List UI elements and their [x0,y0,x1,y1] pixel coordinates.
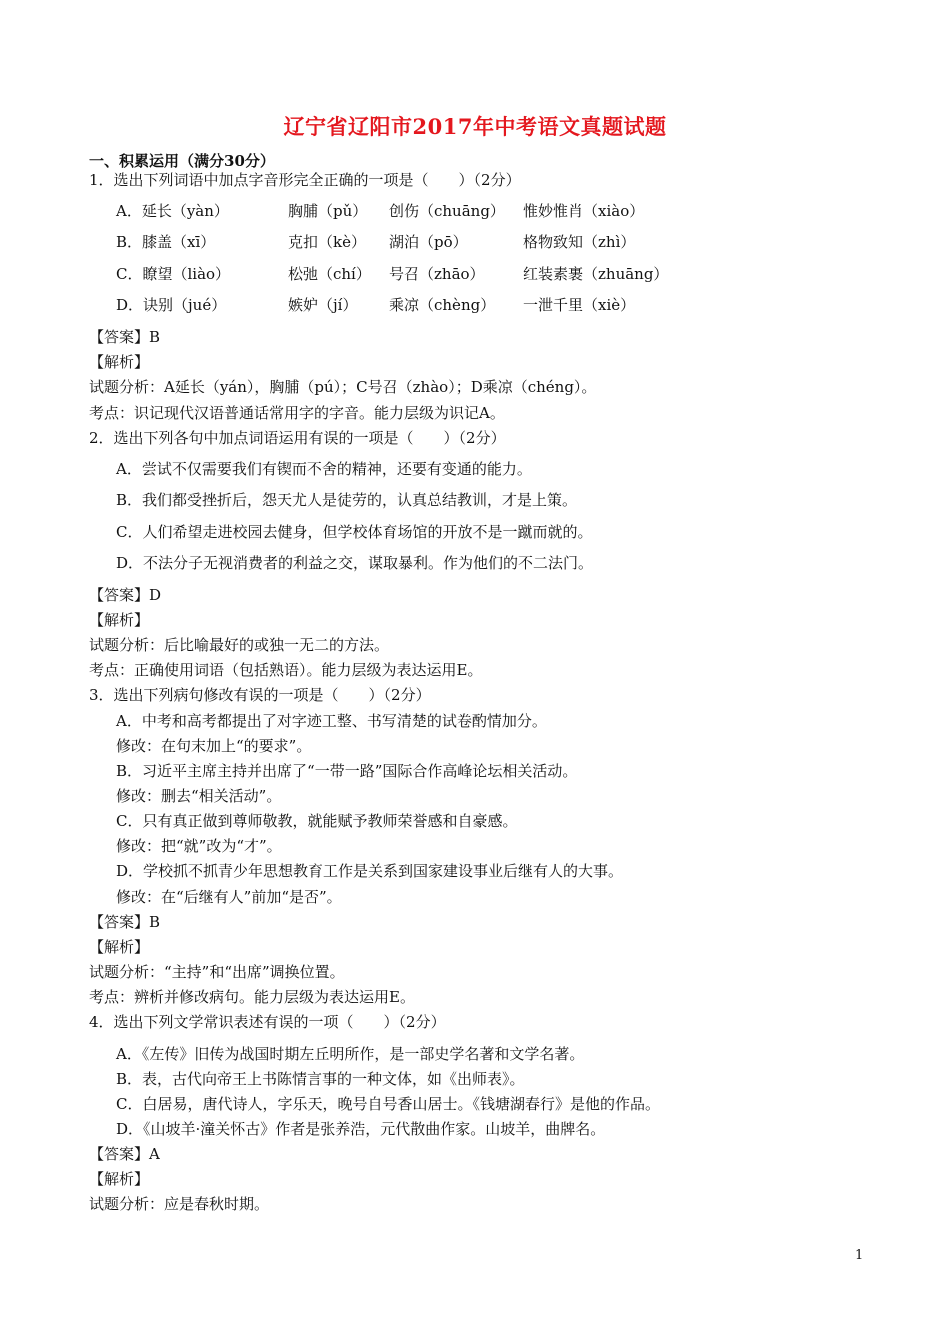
q1-option-d-2: 嫉妒（jí） [288,296,358,314]
q1-option-d-3: 乘凉（chèng） [389,296,496,314]
q3-line-3: B．习近平主席主持并出席了“一带一路”国际合作高峰论坛相关活动。 [116,762,578,780]
q1-option-b-4: 格物致知（zhì） [523,233,636,251]
q1-analysis-label: 【解析】 [89,353,150,371]
q2-option-c: C．人们希望走进校园去健身，但学校体育场馆的开放不是一蹴而就的。 [116,523,593,541]
q1-point: 考点：识记现代汉语普通话常用字的字音。能力层级为识记A。 [89,404,505,422]
q4-option-b: B．表，古代向帝王上书陈情言事的一种文体，如《出师表》。 [116,1070,525,1088]
q1-option-c-3: 号召（zhāo） [389,265,485,283]
q1-option-a-1: A．延长（yàn） [116,202,229,220]
q2-analysis: 试题分析：后比喻最好的或独一无二的方法。 [89,636,390,654]
q1-analysis: 试题分析：A延长（yán），胸脯（pú）；C号召（zhào）；D乘凉（chéng）。 [89,378,597,396]
q2-analysis-label: 【解析】 [89,611,150,629]
section-heading: 一、积累运用（满分30分） [89,152,275,170]
q1-option-c-4: 红装素裹（zhuāng） [523,265,669,283]
q1-answer: 【答案】B [89,328,161,346]
q3-line-2: 修改：在句末加上“的要求”。 [116,737,312,755]
q2-stem: 2．选出下列各句中加点词语运用有误的一项是（ ）（2分） [89,429,506,447]
q1-option-c-2: 松弛（chí） [288,265,371,283]
q1-option-c-1: C．瞭望（liào） [116,265,231,283]
q4-option-c: C．白居易，唐代诗人，字乐天，晚号自号香山居士。《钱塘湖春行》是他的作品。 [116,1095,660,1113]
q2-option-a: A．尝试不仅需要我们有锲而不舍的精神，还要有变通的能力。 [116,460,532,478]
q3-point: 考点：辨析并修改病句。能力层级为表达运用E。 [89,988,415,1006]
q3-line-8: 修改：在“后继有人”前加“是否”。 [116,888,342,906]
q4-analysis: 试题分析：应是春秋时期。 [89,1195,270,1213]
q1-option-a-3: 创伤（chuāng） [389,202,505,220]
q1-option-b-2: 克扣（kè） [288,233,366,251]
q1-option-d-1: D．诀别（jué） [116,296,227,314]
q3-line-4: 修改：删去“相关活动”。 [116,787,282,805]
page-number: 1 [855,1248,864,1263]
q1-option-a-2: 胸脯（pǔ） [288,202,368,220]
q2-answer: 【答案】D [89,586,162,604]
q3-line-6: 修改：把“就”改为“才”。 [116,837,282,855]
q2-option-d: D．不法分子无视消费者的利益之交，谋取暴利。作为他们的不二法门。 [116,554,594,572]
q3-line-7: D．学校抓不抓青少年思想教育工作是关系到国家建设事业后继有人的大事。 [116,862,624,880]
q1-stem: 1．选出下列词语中加点字音形完全正确的一项是（ ）（2分） [89,171,521,189]
q3-line-5: C．只有真正做到尊师敬教，就能赋予教师荣誉感和自豪感。 [116,812,518,830]
q1-option-b-3: 湖泊（pō） [389,233,468,251]
q3-line-1: A．中考和高考都提出了对字迹工整、书写清楚的试卷酌情加分。 [116,712,547,730]
q3-analysis: 试题分析：“主持”和“出席”调换位置。 [89,963,345,981]
q1-option-d-4: 一泄千里（xiè） [523,296,636,314]
q4-analysis-label: 【解析】 [89,1170,150,1188]
q2-point: 考点：正确使用词语（包括熟语）。能力层级为表达运用E。 [89,661,483,679]
q2-option-b: B．我们都受挫折后，怨天尤人是徒劳的，认真总结教训，才是上策。 [116,491,578,509]
page-title: 辽宁省辽阳市2017年中考语文真题试题 [283,114,667,139]
q4-option-a: A．《左传》旧传为战国时期左丘明所作，是一部史学名著和文学名著。 [116,1045,585,1063]
q3-answer: 【答案】B [89,913,161,931]
q1-option-a-4: 惟妙惟肖（xiào） [523,202,645,220]
q4-stem: 4．选出下列文学常识表述有误的一项（ ）（2分） [89,1013,446,1031]
q3-analysis-label: 【解析】 [89,938,150,956]
q4-option-d: D．《山坡羊·潼关怀古》作者是张养浩，元代散曲作家。山坡羊，曲牌名。 [116,1120,606,1138]
q4-answer: 【答案】A [89,1145,160,1163]
q3-stem: 3．选出下列病句修改有误的一项是（ ）（2分） [89,686,431,704]
q1-option-b-1: B．膝盖（xī） [116,233,216,251]
